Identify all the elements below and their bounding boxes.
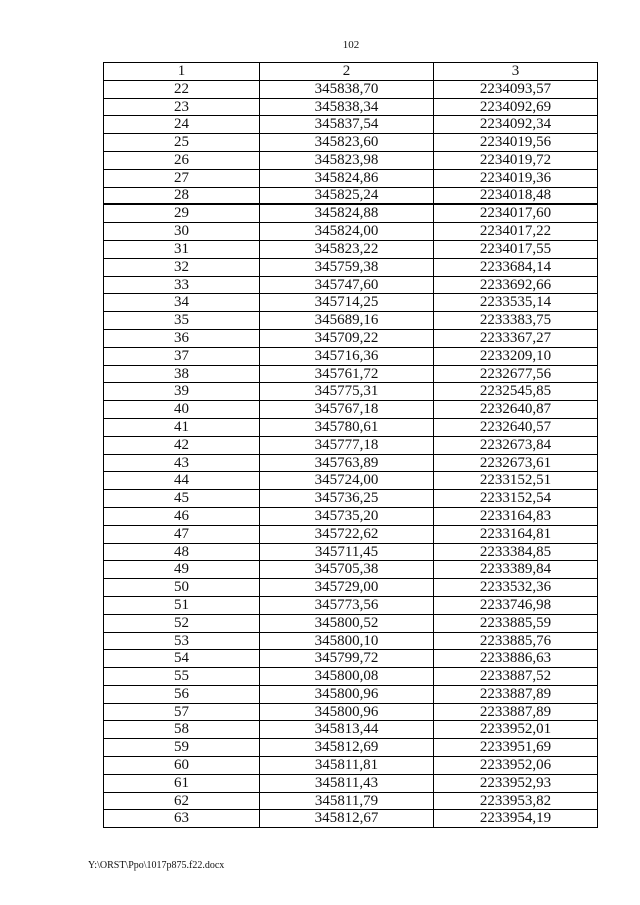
column-2-cell: 345711,45 [260,544,434,562]
column-2-cell: 345800,10 [260,633,434,651]
column-3-cell: 2232640,87 [434,401,598,419]
column-1-cell: 48 [104,544,260,562]
column-3-cell: 2233886,63 [434,650,598,668]
column-1-cell: 22 [104,81,260,99]
table-row [104,330,598,348]
column-3-cell: 2234018,48 [434,188,598,206]
column-3-cell: 2234093,57 [434,81,598,99]
column-1-cell: 24 [104,116,260,134]
column-1-cell: 61 [104,775,260,793]
table-row [104,401,598,419]
table-row [104,579,598,597]
column-3-cell: 2233952,01 [434,721,598,739]
table-row [104,134,598,152]
column-2-cell: 345736,25 [260,490,434,508]
column-3-cell: 2233367,27 [434,330,598,348]
column-3-cell: 2233885,76 [434,633,598,651]
column-3-cell: 2234092,69 [434,99,598,117]
column-1-cell: 29 [104,205,260,223]
column-3-cell: 2233164,81 [434,526,598,544]
column-1-cell: 27 [104,170,260,188]
column-1-cell: 57 [104,704,260,722]
column-3-cell: 2233952,06 [434,757,598,775]
column-3-cell: 2233535,14 [434,294,598,312]
column-3-cell: 2233887,89 [434,704,598,722]
column-1-cell: 51 [104,597,260,615]
column-3-cell: 2233684,14 [434,259,598,277]
column-1-cell: 44 [104,472,260,490]
table-row [104,668,598,686]
column-2-cell: 345763,89 [260,455,434,473]
column-2-cell: 345729,00 [260,579,434,597]
column-1-cell: 32 [104,259,260,277]
column-1-cell: 62 [104,793,260,811]
column-3-cell: 2234019,72 [434,152,598,170]
table-row [104,775,598,793]
column-2-cell: 345800,96 [260,704,434,722]
table-row [104,615,598,633]
column-2-cell: 345838,34 [260,99,434,117]
page-number: 102 [342,39,360,51]
column-1-cell: 30 [104,223,260,241]
column-1-cell: 35 [104,312,260,330]
column-2-cell: 345825,24 [260,188,434,206]
table-row [104,793,598,811]
column-1-cell: 52 [104,615,260,633]
column-1-cell: 54 [104,650,260,668]
table-row [104,383,598,401]
column-2-cell: 345722,62 [260,526,434,544]
column-2-cell: 345823,98 [260,152,434,170]
table-row [104,437,598,455]
table-body [104,81,598,828]
column-3-cell: 2233389,84 [434,561,598,579]
column-3-cell: 2233953,82 [434,793,598,811]
table-row [104,348,598,366]
column-2-cell: 345780,61 [260,419,434,437]
coordinates-table [103,62,598,828]
footer-file-path: Y:\ORST\Ppo\1017p875.f22.docx [88,860,225,871]
column-2-cell: 345761,72 [260,366,434,384]
table-row [104,188,598,206]
column-3-cell: 2233692,66 [434,277,598,295]
table-row [104,455,598,473]
column-2-cell: 345800,96 [260,686,434,704]
column-1-cell: 46 [104,508,260,526]
column-3-cell: 2232545,85 [434,383,598,401]
column-3-cell: 2233152,54 [434,490,598,508]
table-row [104,686,598,704]
column-2-cell: 345709,22 [260,330,434,348]
column-header-1: 1 [104,63,260,81]
column-1-cell: 47 [104,526,260,544]
column-1-cell: 53 [104,633,260,651]
column-1-cell: 26 [104,152,260,170]
table-row [104,739,598,757]
column-2-cell: 345775,31 [260,383,434,401]
table-row [104,633,598,651]
column-2-cell: 345689,16 [260,312,434,330]
column-2-cell: 345777,18 [260,437,434,455]
table-row [104,597,598,615]
column-3-cell: 2233746,98 [434,597,598,615]
table-header-row [104,63,598,81]
column-1-cell: 33 [104,277,260,295]
column-3-cell: 2234092,34 [434,116,598,134]
table-row [104,241,598,259]
column-3-cell: 2234019,56 [434,134,598,152]
column-3-cell: 2233885,59 [434,615,598,633]
column-1-cell: 45 [104,490,260,508]
column-1-cell: 50 [104,579,260,597]
table-row [104,650,598,668]
column-3-cell: 2234019,36 [434,170,598,188]
column-3-cell: 2233887,52 [434,668,598,686]
table-row [104,704,598,722]
table-row [104,508,598,526]
column-3-cell: 2233383,75 [434,312,598,330]
column-1-cell: 31 [104,241,260,259]
column-2-cell: 345773,56 [260,597,434,615]
table-row [104,419,598,437]
column-3-cell: 2234017,55 [434,241,598,259]
table-row [104,152,598,170]
table-row [104,116,598,134]
table-row [104,170,598,188]
table-row [104,561,598,579]
column-3-cell: 2233532,36 [434,579,598,597]
column-3-cell: 2234017,22 [434,223,598,241]
table-row [104,223,598,241]
column-2-cell: 345767,18 [260,401,434,419]
column-1-cell: 56 [104,686,260,704]
column-3-cell: 2232673,84 [434,437,598,455]
column-2-cell: 345812,67 [260,810,434,828]
column-2-cell: 345838,70 [260,81,434,99]
column-1-cell: 25 [104,134,260,152]
table-row [104,544,598,562]
column-1-cell: 41 [104,419,260,437]
column-3-cell: 2234017,60 [434,205,598,223]
column-1-cell: 38 [104,366,260,384]
column-2-cell: 345823,22 [260,241,434,259]
column-2-cell: 345735,20 [260,508,434,526]
column-1-cell: 59 [104,739,260,757]
table-row [104,366,598,384]
table-row [104,294,598,312]
column-3-cell: 2233164,83 [434,508,598,526]
table-row [104,757,598,775]
column-2-cell: 345823,60 [260,134,434,152]
column-2-cell: 345813,44 [260,721,434,739]
table-row [104,277,598,295]
column-3-cell: 2232677,56 [434,366,598,384]
column-2-cell: 345705,38 [260,561,434,579]
column-1-cell: 37 [104,348,260,366]
column-3-cell: 2232673,61 [434,455,598,473]
column-2-cell: 345824,00 [260,223,434,241]
table-row [104,259,598,277]
table-row [104,526,598,544]
column-2-cell: 345812,69 [260,739,434,757]
column-1-cell: 42 [104,437,260,455]
column-3-cell: 2233954,19 [434,810,598,828]
column-2-cell: 345800,08 [260,668,434,686]
table-row [104,721,598,739]
column-1-cell: 49 [104,561,260,579]
table-row [104,810,598,828]
column-3-cell: 2233952,93 [434,775,598,793]
column-1-cell: 39 [104,383,260,401]
column-3-cell: 2233152,51 [434,472,598,490]
column-2-cell: 345811,79 [260,793,434,811]
column-3-cell: 2233209,10 [434,348,598,366]
column-1-cell: 58 [104,721,260,739]
column-3-cell: 2233384,85 [434,544,598,562]
column-2-cell: 345800,52 [260,615,434,633]
column-2-cell: 345724,00 [260,472,434,490]
table-row [104,472,598,490]
column-2-cell: 345824,88 [260,205,434,223]
column-1-cell: 23 [104,99,260,117]
column-2-cell: 345714,25 [260,294,434,312]
column-2-cell: 345747,60 [260,277,434,295]
table-row [104,312,598,330]
column-1-cell: 55 [104,668,260,686]
column-2-cell: 345811,43 [260,775,434,793]
column-3-cell: 2232640,57 [434,419,598,437]
table-row [104,99,598,117]
column-1-cell: 36 [104,330,260,348]
column-2-cell: 345716,36 [260,348,434,366]
column-3-cell: 2233887,89 [434,686,598,704]
column-1-cell: 34 [104,294,260,312]
column-1-cell: 43 [104,455,260,473]
table-row [104,81,598,99]
column-2-cell: 345811,81 [260,757,434,775]
column-2-cell: 345837,54 [260,116,434,134]
column-3-cell: 2233951,69 [434,739,598,757]
column-2-cell: 345824,86 [260,170,434,188]
table-row [104,205,598,223]
column-2-cell: 345759,38 [260,259,434,277]
column-1-cell: 60 [104,757,260,775]
column-header-2: 2 [260,63,434,81]
column-header-3: 3 [434,63,598,81]
column-1-cell: 28 [104,188,260,206]
column-1-cell: 63 [104,810,260,828]
column-1-cell: 40 [104,401,260,419]
column-2-cell: 345799,72 [260,650,434,668]
table-row [104,490,598,508]
